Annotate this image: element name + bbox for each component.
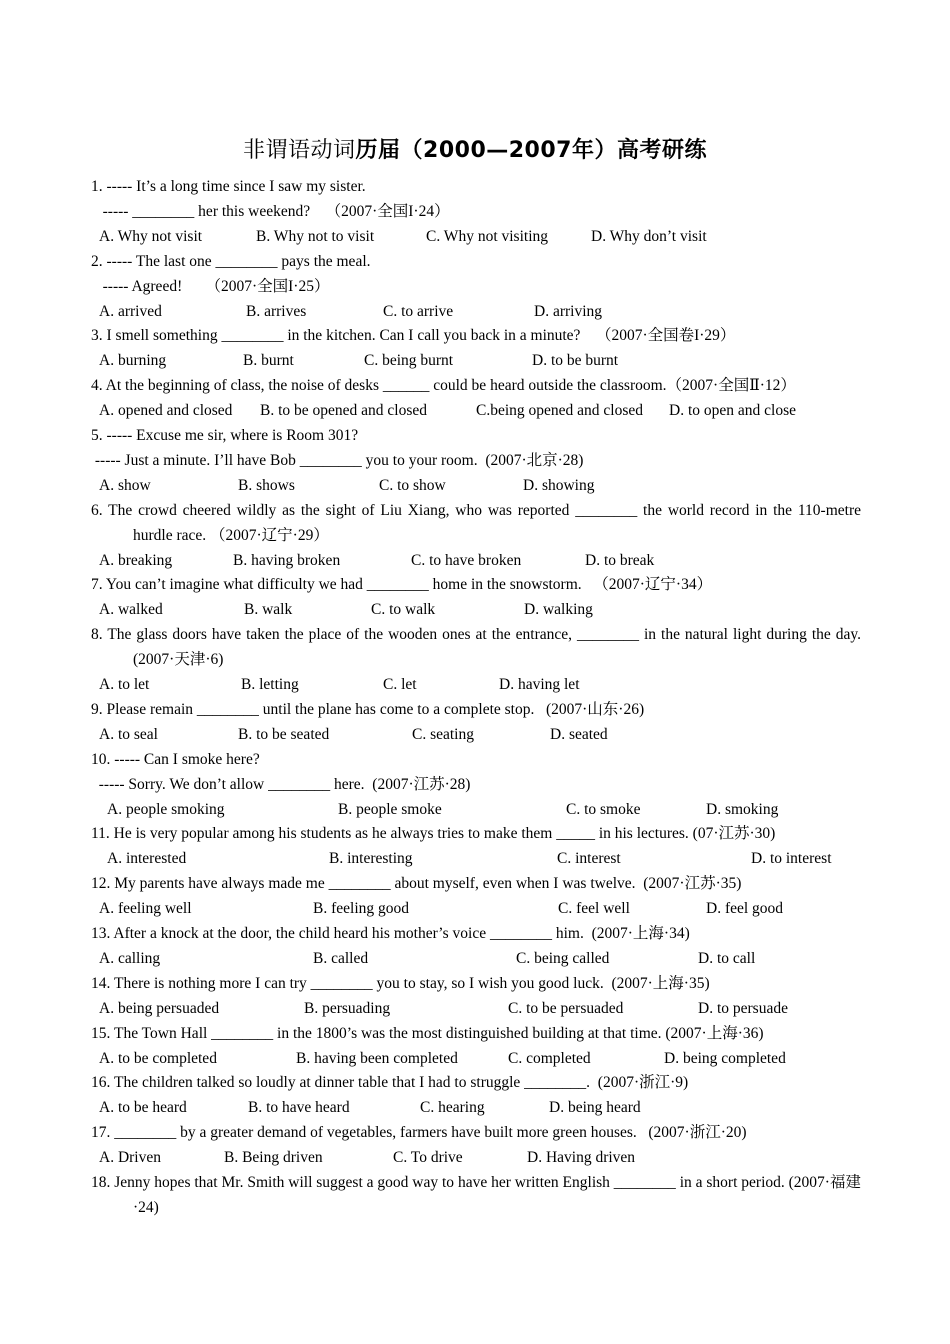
option-c: C. to show — [379, 476, 446, 494]
question-10 — [91, 748, 861, 823]
option-row — [91, 598, 861, 623]
option-d: D. to break — [585, 551, 655, 569]
option-b: B. interesting — [329, 850, 413, 868]
option-row — [91, 947, 861, 972]
question-2 — [91, 250, 861, 325]
question-text: 9. Please remain ________ until the plane has come to a complete stop. (2007·山东·26) — [91, 700, 645, 718]
option-row — [91, 1047, 861, 1072]
option-row — [91, 723, 861, 748]
option-c: C. completed — [508, 1049, 591, 1067]
question-11 — [91, 822, 861, 872]
option-b: B. called — [313, 949, 369, 967]
option-a: A. to seal — [99, 725, 158, 743]
option-row — [91, 549, 861, 574]
option-row — [91, 399, 861, 424]
option-row — [91, 997, 861, 1022]
question-text: 17. ________ by a greater demand of vegetables, farmers have built more green houses. (2007·浙江·20) — [91, 1124, 747, 1142]
question-text: 14. There is nothing more I can try ________ you to stay, so I wish you good luck. (2007·上海·35) — [91, 974, 710, 992]
option-a: A. feeling well — [99, 900, 192, 918]
option-d: D. to be burnt — [532, 352, 619, 370]
option-d: D. walking — [524, 601, 593, 619]
question-text: 16. The children talked so loudly at dinner table that I had to struggle ________. (2007·浙江·9) — [91, 1074, 689, 1092]
question-3 — [91, 324, 861, 374]
option-a: A. to be heard — [99, 1099, 187, 1117]
option-b: B. to be seated — [238, 725, 330, 743]
question-15 — [91, 1022, 861, 1072]
question-16 — [91, 1071, 861, 1121]
option-a: A. breaking — [99, 551, 173, 569]
option-b: B. people smoke — [338, 800, 442, 818]
question-12 — [91, 872, 861, 922]
option-b: B. having broken — [233, 551, 341, 569]
question-13 — [91, 922, 861, 972]
option-c: C. to be persuaded — [508, 999, 624, 1017]
question-text: 10. ----- Can I smoke here? — [91, 750, 260, 768]
question-text: 8. The glass doors have taken the place of the wooden ones at the entrance, ________ in the natural light during the day. (2007·天津·6) — [91, 626, 861, 669]
option-row — [91, 300, 861, 325]
option-a: A. show — [99, 476, 151, 494]
option-a: A. to be completed — [99, 1049, 217, 1067]
option-a: A. Driven — [99, 1149, 161, 1167]
question-text: 2. ----- The last one ________ pays the meal. — [91, 252, 371, 270]
option-a: A. opened and closed — [99, 402, 233, 420]
option-c: C. hearing — [420, 1099, 485, 1117]
option-d: D. being heard — [549, 1099, 641, 1117]
option-row — [91, 474, 861, 499]
option-c: C. being called — [516, 949, 610, 967]
option-a: A. walked — [99, 601, 163, 619]
option-c: C. to have broken — [411, 551, 522, 569]
option-b: B. having been completed — [296, 1049, 458, 1067]
question-14 — [91, 972, 861, 1022]
option-c: C. Why not visiting — [426, 227, 549, 245]
option-b: B. to have heard — [248, 1099, 350, 1117]
question-text: 12. My parents have always made me ________ about myself, even when I was twelve. (2007·江苏·35) — [91, 875, 742, 893]
option-d: D. to open and close — [669, 402, 796, 420]
option-d: D. smoking — [706, 800, 779, 818]
option-a: A. being persuaded — [99, 999, 220, 1017]
option-b: B. shows — [238, 476, 295, 494]
option-c: C. to smoke — [566, 800, 641, 818]
option-c: C. let — [383, 676, 417, 694]
question-text: 18. Jenny hopes that Mr. Smith will suggest a good way to have her written English ________ in a short period. (2007·福建·24) — [91, 1173, 861, 1216]
option-a: A. arrived — [99, 302, 162, 320]
question-1 — [91, 175, 861, 250]
option-d: D. Having driven — [527, 1149, 636, 1167]
option-a: A. interested — [107, 850, 187, 868]
question-text: 13. After a knock at the door, the child heard his mother’s voice ________ him. (2007·上海·34) — [91, 925, 690, 942]
option-c: C. to walk — [371, 601, 436, 619]
page-title — [0, 133, 950, 164]
title-part-1: 非谓语动词 — [243, 138, 356, 163]
title-part-2: 历届（2000—2007年）高考研练 — [355, 138, 707, 163]
option-d: D. showing — [523, 476, 595, 494]
option-b: B. feeling good — [313, 900, 409, 918]
question-17 — [91, 1121, 861, 1171]
option-a: A. to let — [99, 676, 150, 694]
question-5 — [91, 424, 861, 499]
option-d: D. having let — [499, 676, 580, 694]
option-b: B. to be opened and closed — [260, 402, 428, 420]
option-d: D. to persuade — [698, 999, 788, 1017]
question-8 — [91, 623, 861, 698]
option-row — [91, 1096, 861, 1121]
question-text-continued: ----- ________ her this weekend? （2007·全国I·24） — [91, 202, 450, 220]
option-c: C. feel well — [558, 900, 630, 918]
question-7 — [91, 573, 861, 623]
option-b: B. walk — [244, 601, 293, 619]
question-text: 4. At the beginning of class, the noise of desks ______ could be heard outside the classroom.（2007·全国Ⅱ·12） — [91, 377, 796, 395]
question-6 — [91, 499, 861, 574]
option-row — [91, 1146, 861, 1171]
question-text: 1. ----- It’s a long time since I saw my sister. — [91, 178, 366, 195]
option-d: D. feel good — [706, 900, 784, 918]
question-text-continued: ----- Agreed! （2007·全国I·25） — [91, 277, 330, 295]
option-row — [91, 225, 861, 250]
option-row — [91, 673, 861, 698]
option-d: D. to interest — [751, 850, 832, 868]
option-b: B. persuading — [304, 999, 391, 1017]
question-18 — [91, 1171, 861, 1221]
option-c: C. to arrive — [383, 302, 454, 320]
option-a: A. calling — [99, 949, 161, 967]
option-c: C. To drive — [393, 1149, 463, 1167]
question-text-continued: ----- Sorry. We don’t allow ________ here. (2007·江苏·28) — [91, 775, 471, 793]
option-row — [91, 847, 861, 872]
option-b: B. letting — [241, 676, 299, 694]
option-a: A. Why not visit — [99, 227, 203, 245]
option-d: D. arriving — [534, 302, 603, 320]
question-list — [91, 175, 861, 1221]
option-d: D. to call — [698, 949, 756, 967]
option-b: B. Why not to visit — [256, 227, 375, 245]
option-b: B. burnt — [243, 352, 294, 370]
option-row — [91, 798, 861, 823]
option-c: C.being opened and closed — [476, 402, 644, 420]
option-d: D. being completed — [664, 1049, 786, 1067]
question-text: 7. You can’t imagine what difficulty we had ________ home in the snowstorm. （2007·辽宁·34） — [91, 576, 713, 594]
question-text: 5. ----- Excuse me sir, where is Room 301? — [91, 427, 359, 444]
question-text: 15. The Town Hall ________ in the 1800’s was the most distinguished building at that time. (2007·上海·36) — [91, 1024, 764, 1042]
question-text-continued: ----- Just a minute. I’ll have Bob ________ you to your room. (2007·北京·28) — [91, 451, 584, 469]
option-c: C. interest — [557, 850, 621, 868]
question-9 — [91, 698, 861, 748]
option-b: B. arrives — [246, 302, 307, 320]
option-b: B. Being driven — [224, 1149, 323, 1167]
question-text: 11. He is very popular among his students as he always tries to make them _____ in his lectures. (07·江苏·30) — [91, 825, 776, 843]
option-a: A. burning — [99, 352, 167, 370]
option-d: D. seated — [550, 725, 608, 743]
option-row — [91, 897, 861, 922]
option-d: D. Why don’t visit — [591, 227, 707, 245]
question-4 — [91, 374, 861, 424]
option-c: C. being burnt — [364, 352, 454, 370]
question-text: 6. The crowd cheered wildly as the sight of Liu Xiang, who was reported ________ the world record in the 110-metre hurdle race. （2007·辽宁·29） — [91, 501, 861, 544]
question-text: 3. I smell something ________ in the kitchen. Can I call you back in a minute? （2007·全国卷I·29） — [91, 327, 736, 345]
option-row — [91, 349, 861, 374]
option-a: A. people smoking — [107, 800, 225, 818]
option-c: C. seating — [412, 725, 474, 743]
